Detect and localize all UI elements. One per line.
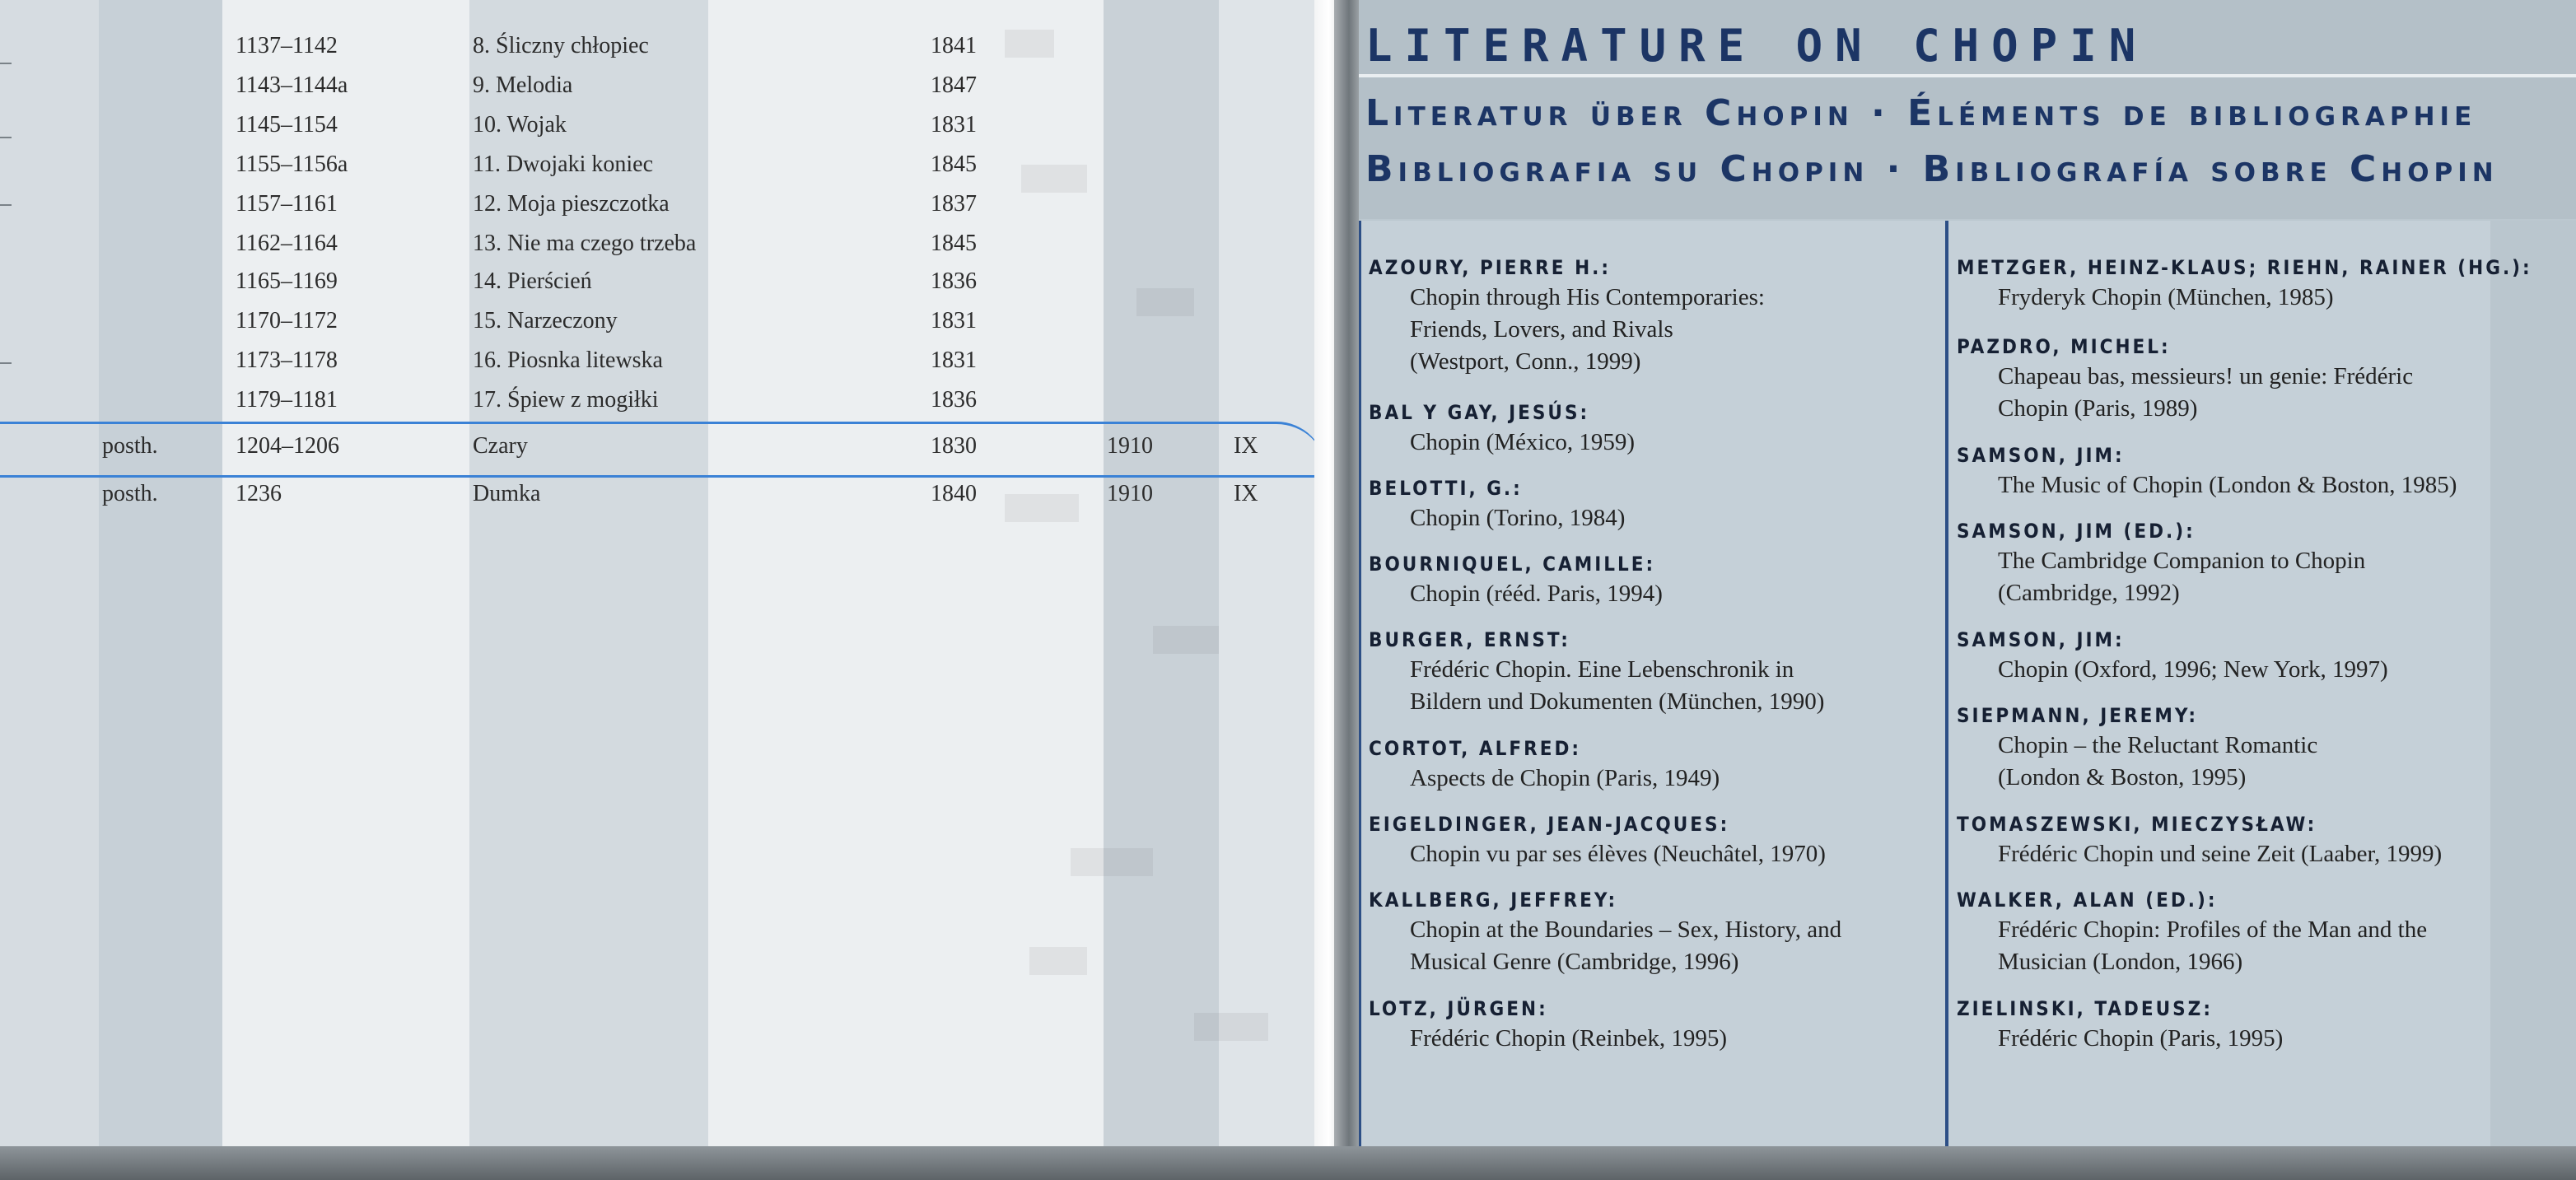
bibliography-entry	[1957, 995, 2283, 1055]
book-bottom-edge	[0, 1146, 2576, 1180]
entry-author: SAMSON, JIM:	[1957, 628, 2125, 651]
entry-work-line: Fryderyk Chopin (München, 1985)	[1998, 284, 2334, 310]
table-cell-kk: 1143–1144a	[236, 72, 348, 98]
entry-work	[1369, 502, 1625, 534]
table-cell-title: 11. Dwojaki koniec	[473, 152, 654, 177]
entry-work	[1369, 654, 1824, 718]
header-rule	[1359, 74, 2576, 77]
entry-work	[1369, 282, 1765, 378]
entry-work	[1369, 914, 1841, 978]
entry-author: KALLBERG, JEFFREY:	[1369, 888, 1618, 912]
entry-work	[1369, 1023, 1727, 1055]
entry-author: SIEPMANN, JEREMY:	[1957, 704, 2199, 727]
entry-work-line: Frédéric Chopin und seine Zeit (Laaber, 1999)	[1998, 841, 2443, 867]
bibliography-entry	[1957, 441, 2457, 501]
entry-author: ZIELINSKI, TADEUSZ:	[1957, 997, 2213, 1020]
table-cell-title: 12. Moja pieszczotka	[473, 191, 670, 217]
table-row	[0, 33, 1318, 72]
table-row	[0, 112, 1318, 152]
entry-work	[1369, 838, 1826, 870]
entry-work-line: Aspects de Chopin (Paris, 1949)	[1410, 765, 1720, 791]
entry-work-line: Frédéric Chopin. Eine Lebenschronik in	[1410, 656, 1794, 683]
book-binding	[1334, 0, 1359, 1180]
left-page	[0, 0, 1318, 1146]
entry-work	[1369, 578, 1663, 610]
table-cell-pub: 1910	[1107, 481, 1153, 506]
table-cell-year: 1836	[931, 268, 977, 294]
table-row	[0, 191, 1318, 231]
page-subtitle-1: Literatur über Chopin · Éléments de bibliographie	[1365, 92, 2477, 134]
table-row	[0, 72, 1318, 112]
column-divider	[1945, 221, 1948, 1146]
entry-author: AZOURY, PIERRE H.:	[1369, 256, 1611, 279]
entry-work	[1957, 361, 2413, 425]
entry-work	[1957, 838, 2442, 870]
table-cell-year: 1831	[931, 112, 977, 138]
table-cell-kk: 1157–1161	[236, 191, 338, 217]
entry-author: CORTOT, ALFRED:	[1369, 737, 1582, 760]
table-cell-year: 1841	[931, 33, 977, 58]
entry-author: PAZDRO, MICHEL:	[1957, 335, 2171, 358]
entry-work-line: Chopin vu par ses élèves (Neuchâtel, 1970)	[1410, 841, 1826, 867]
entry-author: SAMSON, JIM:	[1957, 444, 2125, 467]
entry-work-line: Chopin (México, 1959)	[1410, 429, 1636, 455]
entry-work	[1369, 763, 1720, 795]
entry-author: METZGER, HEINZ-KLAUS; RIEHN, RAINER (HG.):	[1957, 256, 2532, 279]
entry-work-line: Chopin – the Reluctant Romantic	[1998, 732, 2318, 758]
entry-work-line: Musical Genre (Cambridge, 1996)	[1410, 949, 1739, 975]
table-cell-title: 13. Nie ma czego trzeba	[473, 231, 697, 256]
table-cell-kk: 1204–1206	[236, 433, 339, 459]
entry-work	[1957, 914, 2427, 978]
bibliography-entry	[1369, 254, 1765, 378]
margin-column	[2490, 221, 2576, 1146]
table-cell-year: 1845	[931, 152, 977, 177]
page-subtitle-2: Bibliografia su Chopin · Bibliografía sobre Chopin	[1365, 148, 2499, 190]
table-cell-kk: 1173–1178	[236, 347, 338, 373]
entry-work-line: Chapeau bas, messieurs! un genie: Frédéric	[1998, 363, 2414, 389]
table-cell-kk: 1137–1142	[236, 33, 338, 58]
table-cell-year: 1830	[931, 433, 977, 459]
bibliography-entry	[1369, 735, 1720, 795]
entry-author: BOURNIQUEL, CAMILLE:	[1369, 553, 1656, 576]
table-cell-year: 1847	[931, 72, 977, 98]
bibliography-entry	[1957, 886, 2427, 978]
table-cell-kk: 1162–1164	[236, 231, 338, 256]
table-cell-title: 16. Piosnka litewska	[473, 347, 663, 373]
bibliography-entry	[1369, 810, 1826, 870]
table-cell-title: Dumka	[473, 481, 541, 506]
table-row	[0, 268, 1318, 308]
entry-work-line: Chopin (rééd. Paris, 1994)	[1410, 581, 1663, 607]
table-cell-title: 8. Śliczny chłopiec	[473, 33, 649, 58]
table-cell-year: 1840	[931, 481, 977, 506]
table-cell-title: 15. Narzeczony	[473, 308, 618, 333]
table-cell-title: Czary	[473, 433, 528, 459]
table-cell-title: 17. Śpiew z mogiłki	[473, 387, 659, 413]
entry-work-line: The Cambridge Companion to Chopin	[1998, 548, 2366, 574]
entry-work	[1957, 282, 2532, 314]
table-cell-kk: 1236	[236, 481, 282, 506]
table-cell-title: 14. Pierścień	[473, 268, 592, 294]
entry-author: LOTZ, JÜRGEN:	[1369, 997, 1548, 1020]
table-row	[0, 152, 1318, 191]
table-cell-title: 10. Wojak	[473, 112, 567, 138]
table-row	[0, 387, 1318, 427]
table-cell-title: 9. Melodia	[473, 72, 573, 98]
entry-work-line: Chopin at the Boundaries – Sex, History, and	[1410, 916, 1842, 943]
entry-work-line: Frédéric Chopin (Reinbek, 1995)	[1410, 1025, 1727, 1052]
right-page	[1359, 0, 2576, 1146]
entry-author: BELOTTI, G.:	[1369, 477, 1523, 500]
column-rule	[1359, 221, 1361, 1146]
entry-work-line: (Cambridge, 1992)	[1998, 580, 2180, 606]
page-title: LITERATURE ON CHOPIN	[1365, 20, 2149, 72]
entry-author: BURGER, ERNST:	[1369, 628, 1570, 651]
entry-work-line: Chopin through His Contemporaries:	[1410, 284, 1765, 310]
entry-author: BAL Y GAY, JESÚS:	[1369, 401, 1590, 424]
entry-author: EIGELDINGER, JEAN-JACQUES:	[1369, 813, 1730, 836]
entry-author: TOMASZEWSKI, MIECZYSŁAW:	[1957, 813, 2317, 836]
bibliography-entry	[1957, 333, 2413, 425]
bibliography-entry	[1369, 886, 1841, 978]
table-cell-year: 1845	[931, 231, 977, 256]
table-cell-year: 1831	[931, 308, 977, 333]
table-cell-kk: 1170–1172	[236, 308, 338, 333]
bibliography-entry	[1957, 254, 2532, 314]
entry-work	[1957, 654, 2388, 686]
table-cell-year: 1836	[931, 387, 977, 413]
table-cell-vol: IX	[1234, 481, 1258, 506]
entry-work-line: The Music of Chopin (London & Boston, 1985)	[1998, 472, 2457, 498]
entry-work-line: Frédéric Chopin: Profiles of the Man and the	[1998, 916, 2428, 943]
table-cell-opus: posth.	[102, 481, 158, 506]
table-cell-kk: 1145–1154	[236, 112, 338, 138]
table-row	[0, 231, 1318, 270]
table-cell-year: 1837	[931, 191, 977, 217]
bibliography-entry	[1957, 517, 2365, 609]
entry-work-line: Chopin (Paris, 1989)	[1998, 395, 2198, 422]
selection-outline	[0, 422, 1318, 478]
table-row	[0, 347, 1318, 387]
entry-work-line: (London & Boston, 1995)	[1998, 764, 2247, 791]
entry-work-line: (Westport, Conn., 1999)	[1410, 348, 1641, 375]
bibliography-entry	[1369, 550, 1663, 610]
entry-work-line: Friends, Lovers, and Rivals	[1410, 316, 1673, 343]
entry-work	[1957, 469, 2457, 501]
bibliography-entry	[1957, 702, 2317, 794]
table-cell-vol: IX	[1234, 433, 1258, 459]
bibliography-entry	[1369, 474, 1625, 534]
entry-author: WALKER, ALAN (ED.):	[1957, 888, 2218, 912]
entry-work-line: Bildern und Dokumenten (München, 1990)	[1410, 688, 1825, 715]
table-cell-kk: 1179–1181	[236, 387, 338, 413]
entry-work-line: Chopin (Torino, 1984)	[1410, 505, 1626, 531]
bibliography-entry	[1957, 810, 2442, 870]
entry-work	[1957, 1023, 2283, 1055]
entry-work	[1957, 545, 2365, 609]
table-cell-year: 1831	[931, 347, 977, 373]
entry-work-line: Frédéric Chopin (Paris, 1995)	[1998, 1025, 2284, 1052]
table-row	[0, 481, 1318, 520]
bibliography-entry	[1369, 626, 1824, 718]
bibliography-entry	[1369, 399, 1635, 459]
table-cell-kk: 1165–1169	[236, 268, 338, 294]
bibliography-entry	[1957, 626, 2388, 686]
bibliography-entry	[1369, 995, 1727, 1055]
table-cell-pub: 1910	[1107, 433, 1153, 459]
entry-work	[1369, 427, 1635, 459]
table-row	[0, 308, 1318, 347]
table-cell-kk: 1155–1156a	[236, 152, 348, 177]
table-cell-opus: posth.	[102, 433, 158, 459]
entry-author: SAMSON, JIM (ED.):	[1957, 520, 2196, 543]
entry-work	[1957, 730, 2317, 794]
entry-work-line: Chopin (Oxford, 1996; New York, 1997)	[1998, 656, 2388, 683]
entry-work-line: Musician (London, 1966)	[1998, 949, 2243, 975]
